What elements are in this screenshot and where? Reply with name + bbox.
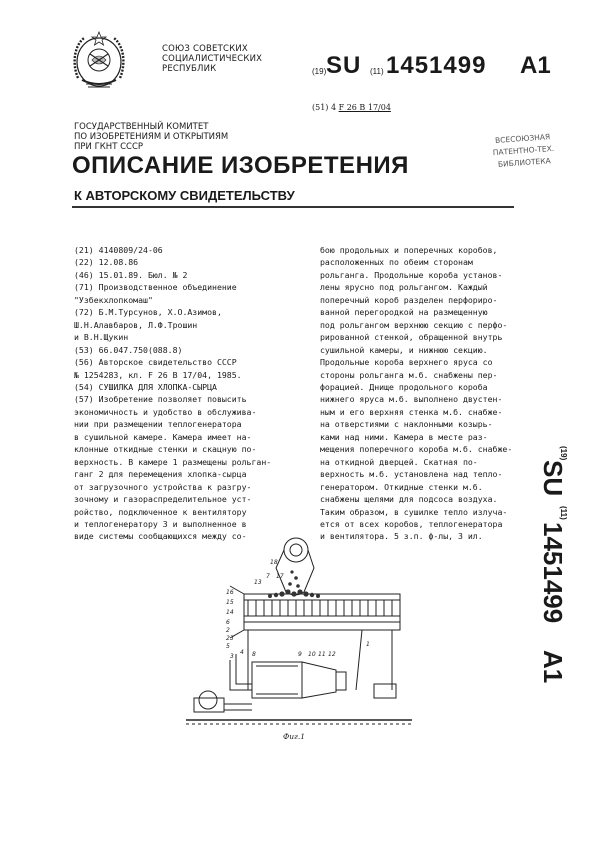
ipc-class [312, 103, 391, 112]
text-line: (53) 66.047.750(088.8) [74, 344, 183, 355]
figure-label: 13 [254, 579, 262, 586]
patent-number-block [312, 52, 562, 84]
figure-label: 14 [226, 609, 234, 616]
figure-label: 8 [252, 651, 256, 658]
text-line: ванной перегородкой на размещенную [320, 307, 488, 318]
figure-label: 9 [298, 651, 302, 658]
state-line: РЕСПУБЛИК [162, 64, 217, 74]
figure-label: 11 [318, 651, 326, 658]
stamp-line: ВСЕСОЮЗНАЯ [494, 132, 551, 145]
figure-label: 6 [226, 619, 230, 626]
country-code: SU [538, 460, 568, 497]
text-line: зочному и газораспределительное уст- [74, 494, 252, 505]
figure-label: 17 [276, 573, 284, 580]
committee-line: ПРИ ГКНТ СССР [74, 142, 144, 152]
text-line: Ш.Н.Алавбаров, Л.Ф.Трошин [74, 319, 198, 330]
code-11: (11) [559, 506, 568, 520]
text-line: (54) СУШИЛКА ДЛЯ ХЛОПКА-СЫРЦА [74, 381, 217, 392]
figure-label: 16 [226, 589, 234, 596]
document-title: ОПИСАНИЕ ИЗОБРЕТЕНИЯ [72, 152, 409, 179]
text-line: (57) Изобретение позволяет повысить [74, 394, 247, 405]
text-line: (21) 4140809/24-06 [74, 245, 163, 255]
state-emblem-icon [68, 28, 130, 94]
committee-name [74, 122, 228, 152]
state-line: СОЮЗ СОВЕТСКИХ [162, 44, 248, 54]
text-line: Продольные короба верхнего яруса со [320, 357, 493, 368]
text-line: поперечный короб разделен перфориро- [320, 294, 498, 305]
figure-label: 10 [308, 651, 316, 658]
text-line: ройство, подключенное к вентилятору [74, 506, 247, 517]
patent-number: 1451499 [538, 522, 568, 624]
state-name [162, 44, 262, 74]
figure-label: 23 [226, 635, 234, 642]
text-line: форацией. Днище продольного короба [320, 381, 488, 392]
document-subtitle: К АВТОРСКОМУ СВИДЕТЕЛЬСТВУ [74, 188, 295, 203]
text-line: на откидной дверцей. Скатная по- [320, 456, 478, 467]
figure-label: 7 [266, 573, 270, 580]
committee-line: ПО ИЗОБРЕТЕНИЯМ И ОТКРЫТИЯМ [74, 132, 229, 142]
text-line: на отверстиями с наклонными козырь- [320, 419, 493, 430]
text-line: верхность. В камере 1 размещены рольган- [74, 456, 272, 467]
text-line: (46) 15.01.89. Бюл. № 2 [74, 269, 188, 280]
text-line: снабжены щелями для подсоса воздуха. [320, 494, 498, 505]
stamp-line: БИБЛИОТЕКА [497, 156, 551, 169]
text-line: (72) Б.М.Турсунов, Х.О.Азимов, [74, 307, 222, 318]
text-line: и В.Н.Щукин [74, 332, 129, 343]
stamp-line: ПАТЕНТНО-ТЕХ. [492, 143, 555, 158]
text-line: расположенных по обеим сторонам [320, 257, 473, 268]
text-line: сушильной камеры, и нижнюю секцию. [320, 344, 488, 355]
text-line: под рольгангом верхнюю секцию с перфо- [320, 319, 508, 330]
patent-kind: A1 [538, 650, 568, 684]
text-line: ется от всех коробов, теплогенератора [320, 518, 503, 529]
text-line: бою продольных и поперечных коробов, [320, 245, 498, 255]
ipc-code: F 26 B 17/04 [338, 103, 391, 112]
code-51: (51) 4 [312, 103, 337, 112]
text-line: генератором. Откидные стенки м.б. [320, 481, 483, 492]
text-line: лены ярусно под рольгангом. Каждый [320, 282, 488, 293]
text-line: в сушильной камере. Камера имеет на- [74, 431, 252, 442]
figure-label: 2 [226, 627, 230, 634]
patent-kind: A1 [520, 52, 551, 79]
text-line: и вентилятора. 5 з.п. ф-лы, 3 ил. [320, 531, 483, 542]
text-line: Таким образом, в сушилке тепло излуча- [320, 506, 508, 517]
text-line: нии при размещении теплогенератора [74, 419, 242, 430]
text-line: рольганга. Продольные короба установ- [320, 269, 503, 280]
title-rule [72, 206, 514, 208]
text-line: и теплогенератору 3 и выполненное в [74, 518, 247, 529]
committee-line: ГОСУДАРСТВЕННЫЙ КОМИТЕТ [74, 122, 209, 132]
text-line: стороны рольганга м.б. снабжены пер- [320, 369, 498, 380]
text-line: (22) 12.08.86 [74, 257, 139, 268]
text-line: ным и его верхняя стенка м.б. снабже- [320, 406, 503, 417]
library-stamp [476, 130, 571, 186]
figure-label: 5 [226, 643, 230, 650]
figure-label: 18 [270, 559, 278, 566]
figure-label: 1 [366, 641, 370, 648]
text-line: (56) Авторское свидетельство СССР [74, 357, 237, 368]
text-line: мещения поперечного короба м.б. снабже- [320, 444, 513, 455]
left-column [74, 244, 306, 543]
text-line: от загрузочного устройства к разгру- [74, 481, 252, 492]
patent-number: 1451499 [386, 52, 487, 79]
state-line: СОЦИАЛИСТИЧЕСКИХ [162, 54, 263, 64]
vertical-patent-number [538, 446, 582, 686]
figure-label: 15 [226, 599, 234, 606]
figure-label: 3 [230, 653, 234, 660]
text-line: экономичность и удобство в обслужива- [74, 406, 257, 417]
text-line: нижнего яруса м.б. выполнено двустен- [320, 394, 503, 405]
text-line: виде системы сообщающихся между со- [74, 531, 247, 542]
code-19: (19) [312, 67, 327, 76]
text-line: верхность м.б. установлена над тепло- [320, 469, 503, 480]
text-line: "Узбекхлопкомаш" [74, 294, 153, 305]
text-line: клонные откидные стенки и скацную по- [74, 444, 257, 455]
text-line: ганг 2 для перемещения хлопка-сырца [74, 469, 247, 480]
figure-caption: Фиг.1 [283, 732, 306, 741]
text-line: № 1254283, кл. F 26 B 17/04, 1985. [74, 369, 242, 380]
code-11: (11) [370, 67, 384, 76]
right-column [320, 244, 552, 543]
text-line: (71) Производственное объединение [74, 282, 237, 293]
text-line: рированной стенкой, обращенной внутрь [320, 332, 503, 343]
figure-label: 4 [240, 649, 244, 656]
code-19: (19) [559, 446, 568, 461]
text-line: ками над ними. Камера в месте раз- [320, 431, 488, 442]
dryer-drawing [186, 534, 412, 758]
figure-label: 12 [328, 651, 336, 658]
country-code: SU [326, 52, 362, 79]
